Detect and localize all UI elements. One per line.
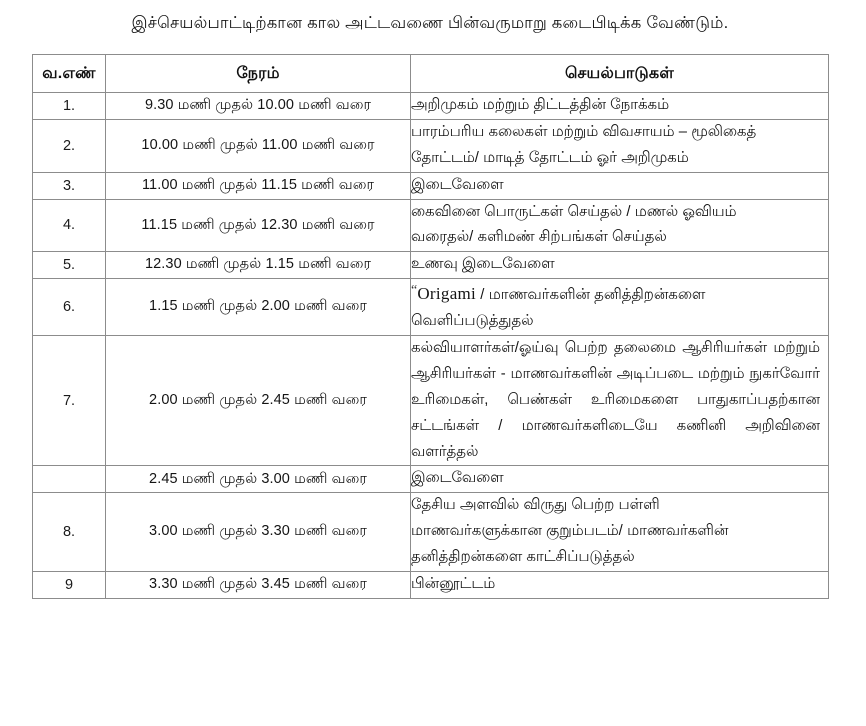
- cell-time: 1.15 மணி முதல் 2.00 மணி வரை: [106, 279, 411, 336]
- table-row: [33, 572, 829, 599]
- quote-mark: “: [411, 283, 418, 299]
- table-row: [33, 493, 829, 572]
- cell-time: 3.30 மணி முதல் 3.45 மணி வரை: [106, 572, 411, 599]
- cell-serial-number: 4.: [33, 199, 106, 252]
- cell-time: 9.30 மணி முதல் 10.00 மணி வரை: [106, 93, 411, 120]
- table-row: [33, 466, 829, 493]
- cell-time: 2.00 மணி முதல் 2.45 மணி வரை: [106, 336, 411, 466]
- cell-serial-number: 2.: [33, 119, 106, 172]
- table-row: [33, 279, 829, 336]
- origami-term: Origami: [417, 284, 477, 304]
- cell-time: 10.00 மணி முதல் 11.00 மணி வரை: [106, 119, 411, 172]
- activity-line: தனித்திறன்களை காட்சிப்படுத்தல்: [411, 549, 635, 566]
- cell-serial-number: 9: [33, 572, 106, 599]
- activity-line: பாரம்பரிய கலைகள் மற்றும் விவசாயம் – மூலிகைத்: [411, 123, 757, 140]
- cell-activity: [411, 93, 829, 120]
- schedule-table-container: [32, 54, 828, 599]
- table-row: [33, 252, 829, 279]
- activity-line: இடைவேளை: [411, 176, 504, 193]
- cell-serial-number: 5.: [33, 252, 106, 279]
- table-row: [33, 93, 829, 120]
- activity-line: வரைதல்/ களிமண் சிற்பங்கள் செய்தல்: [411, 229, 667, 246]
- column-header-time: நேரம்: [106, 55, 411, 93]
- cell-time: 11.00 மணி முதல் 11.15 மணி வரை: [106, 172, 411, 199]
- cell-serial-number: [33, 466, 106, 493]
- table-row: [33, 336, 829, 466]
- page-title: இச்செயல்பாட்டிற்கான கால அட்டவணை பின்வருமாறு கடைபிடிக்க வேண்டும்.: [131, 14, 729, 32]
- activity-line: மாணவர்களுக்கான குறும்படம்/ மாணவர்களின்: [411, 523, 729, 540]
- cell-activity: [411, 252, 829, 279]
- cell-time: 2.45 மணி முதல் 3.00 மணி வரை: [106, 466, 411, 493]
- activity-line: தோட்டம்/ மாடித் தோட்டம் ஓர் அறிமுகம்: [411, 149, 689, 166]
- activity-line: [411, 279, 828, 309]
- activity-line: தேசிய அளவில் விருது பெற்ற பள்ளி: [411, 497, 660, 514]
- activity-line: வெளிப்படுத்துதல்: [411, 313, 534, 330]
- cell-time: 3.00 மணி முதல் 3.30 மணி வரை: [106, 493, 411, 572]
- schedule-table: [32, 54, 829, 599]
- table-row: [33, 172, 829, 199]
- table-body: [33, 93, 829, 599]
- cell-activity: கல்வியாளர்கள்/ஓய்வு பெற்ற தலைமை ஆசிரியர்கள் மற்றும் ஆசிரியர்கள் - மாணவர்களின் அடிப்படை மற்றும் நுகர்வோர் உரிமைகள், பெண்கள் உரிமைகளை பாதுகாப்பதற்கான சட்டங்கள் / மாணவர்களிடையே கணினி அறிவினை வளர்த்தல்: [411, 336, 829, 466]
- activity-line-text: / மாணவர்களின் தனித்திறன்களை: [476, 287, 706, 304]
- activity-line: உணவு இடைவேளை: [411, 256, 555, 273]
- activity-line: இடைவேளை: [411, 470, 504, 487]
- cell-serial-number: 6.: [33, 279, 106, 336]
- cell-time: 12.30 மணி முதல் 1.15 மணி வரை: [106, 252, 411, 279]
- cell-activity: [411, 172, 829, 199]
- cell-activity: [411, 119, 829, 172]
- table-row: [33, 119, 829, 172]
- cell-time: 11.15 மணி முதல் 12.30 மணி வரை: [106, 199, 411, 252]
- cell-activity: [411, 572, 829, 599]
- activity-line: பின்னூட்டம்: [411, 576, 496, 593]
- cell-serial-number: 3.: [33, 172, 106, 199]
- cell-activity: [411, 466, 829, 493]
- table-row: [33, 199, 829, 252]
- cell-serial-number: 7.: [33, 336, 106, 466]
- cell-activity: [411, 493, 829, 572]
- column-header-serial-number: வ.எண்: [33, 55, 106, 93]
- activity-line: அறிமுகம் மற்றும் திட்டத்தின் நோக்கம்: [411, 97, 670, 113]
- table-header: [33, 55, 829, 93]
- cell-serial-number: 1.: [33, 93, 106, 120]
- activity-line: கைவினை பொருட்கள் செய்தல் / மணல் ஓவியம்: [411, 203, 737, 220]
- column-header-activity: செயல்பாடுகள்: [411, 55, 829, 93]
- cell-activity: [411, 279, 829, 336]
- table-header-row: [33, 55, 829, 93]
- cell-serial-number: 8.: [33, 493, 106, 572]
- cell-activity: [411, 199, 829, 252]
